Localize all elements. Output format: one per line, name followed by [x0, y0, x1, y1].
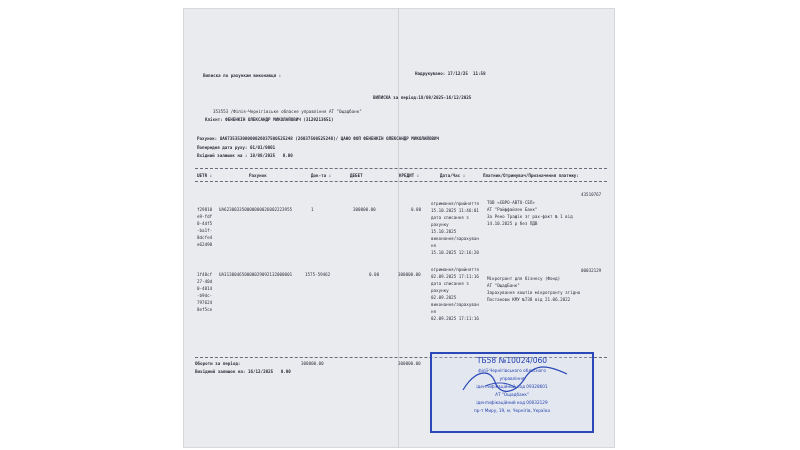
row1-account: UA623003350000000026002223955	[219, 207, 293, 212]
row1-uetr-3: -ba1f-	[197, 228, 213, 233]
row2-date-1: 02.09.2025 17:11:16	[431, 274, 479, 279]
turnover-credit: 300000.00	[398, 361, 421, 366]
statement-period: ВИПИСКА за період:18/08/2025-16/12/2025	[373, 95, 472, 100]
row1-date-7: 15.10.2025 12:16:20	[431, 250, 479, 255]
row1-doc: 1	[311, 207, 314, 212]
stamp-line-1: філії-Чернігівського обласного	[478, 368, 546, 373]
closing-balance: Вихідний залишок на: 16/12/2025 0.00	[195, 369, 291, 374]
stamp-line-5: ідентифікаційний код 00032129	[476, 400, 548, 405]
paper-fold-line	[398, 8, 399, 448]
row1-purpose-0: ТОВ «ЄВРО-АВТО-СЕЛ»	[487, 200, 535, 205]
col-header-doc: Док-та :	[311, 173, 332, 178]
previous-movement-date: Попередня дата руху: 01/01/0001	[197, 145, 276, 150]
table-header-rule	[195, 181, 607, 182]
col-header-purpose: Платник/Отримувач/Призначення платежу:	[483, 173, 579, 178]
col-header-debit: ДЕБЕТ	[350, 173, 363, 178]
table-top-rule	[195, 168, 607, 169]
stamp-line-3: ідентифікаційний код 09328601	[476, 384, 548, 389]
row2-date-5: виконання/зарахуван	[431, 302, 479, 307]
row1-uetr-4: 8dcfe4	[197, 235, 213, 240]
row2-uetr-3: -b9dc-	[197, 293, 213, 298]
row2-uetr-0: 1f48cf	[197, 272, 213, 277]
row1-purpose-2: За Рено Трафік зг рах-факт № 1 від	[487, 214, 573, 219]
stamp-line-6: пр-т Миру, 19, м. Чернігів, Україна	[474, 408, 550, 413]
row1-debit: 300000.00	[353, 207, 376, 212]
col-header-uetr: UETR :	[197, 173, 213, 178]
row2-credit: 300000.00	[398, 272, 421, 277]
row1-date-5: виконання/зарахуван	[431, 236, 479, 241]
row2-counterparty-code: 00032129	[581, 268, 602, 273]
row1-purpose-1: АТ "Райффайзен Банк"	[487, 207, 538, 212]
row2-purpose-2: Зарахування коштів мікрогранту згідно	[487, 290, 581, 295]
opening-balance: Вхідний залишок на : 18/08/2025 0.00	[197, 153, 293, 158]
printed-datetime: Надрукувано: 17/12/25 11:58	[415, 71, 486, 76]
row1-credit: 0.00	[411, 207, 422, 212]
row1-date-2: дата списання з	[431, 215, 469, 220]
row1-date-1: 15.10.2025 11:46:01	[431, 208, 479, 213]
row2-purpose-3: Постанови КМУ №738 від 21.06.2022	[487, 297, 571, 302]
col-header-account: Рахунок	[249, 173, 267, 178]
row2-date-7: 02.09.2025 17:11:16	[431, 316, 479, 321]
row1-uetr-0: f29810	[197, 207, 213, 212]
row2-purpose-0: Мікрогрант для бізнесу (Фонд)	[487, 276, 561, 281]
row2-uetr-2: 0-4814	[197, 286, 213, 291]
row1-date-0: отримання/прийняття	[431, 201, 479, 206]
row1-uetr-1: e9-fdf	[197, 214, 213, 219]
row1-date-6: ня	[431, 243, 437, 248]
row1-date-4: 15.10.2025	[431, 229, 457, 234]
turnover-debit: 300000.00	[301, 361, 324, 366]
row1-date-3: рахунку	[431, 222, 449, 227]
row2-doc: 1575-59462	[305, 272, 331, 277]
handwritten-signature	[455, 360, 575, 400]
row2-uetr-4: 797624	[197, 300, 213, 305]
turnover-label: Обороти за період:	[195, 361, 241, 366]
col-header-datetime: Дата/Час :	[440, 173, 466, 178]
stamp-line-2: управління	[499, 376, 525, 381]
client-line: Клієнт: ФЕНЕНКІН ОЛЕКСАНДР МИКОЛАЙОВИЧ (3129213651)	[205, 117, 334, 122]
row2-date-3: рахунку	[431, 288, 449, 293]
stamp-line-4: АТ "Ощадбанк"	[495, 392, 529, 397]
statement-title: Виписка по рахункам виконавця :	[203, 73, 282, 78]
row1-uetr-2: 0-4df5	[197, 221, 213, 226]
row2-date-2: дата списання з	[431, 281, 469, 286]
stamp-title: ТБ58 №10024/060	[476, 356, 548, 365]
account-line: Рахунок: UA673535300000026037500525248 (26037500525248)/ ЦАНО ФОП ФЕНЕНКІН ОЛЕКСАНДР МИКОЛАЙОВИЧ	[197, 136, 440, 141]
row1-purpose-3: 14.10.2025 р без ПДВ	[487, 221, 538, 226]
row2-date-0: отримання/прийняття	[431, 267, 479, 272]
col-header-credit: КРЕДИТ :	[399, 173, 420, 178]
row2-account: UA313004650000029092132000001	[219, 272, 293, 277]
row1-counterparty-code: 43510767	[581, 192, 602, 197]
row2-purpose-1: АТ "ОщадБанк"	[487, 283, 520, 288]
row2-debit: 0.00	[369, 272, 380, 277]
row2-uetr-5: 8ef5ce	[197, 307, 213, 312]
bank-branch-line: 353553 /Філія-Чернігівське обласне управління АТ "Ощадбанк"	[213, 109, 362, 114]
row2-date-4: 02.09.2025	[431, 295, 457, 300]
row2-date-6: ня	[431, 309, 437, 314]
row2-uetr-1: 27-40d	[197, 279, 213, 284]
row1-uetr-5: e62d90	[197, 242, 213, 247]
